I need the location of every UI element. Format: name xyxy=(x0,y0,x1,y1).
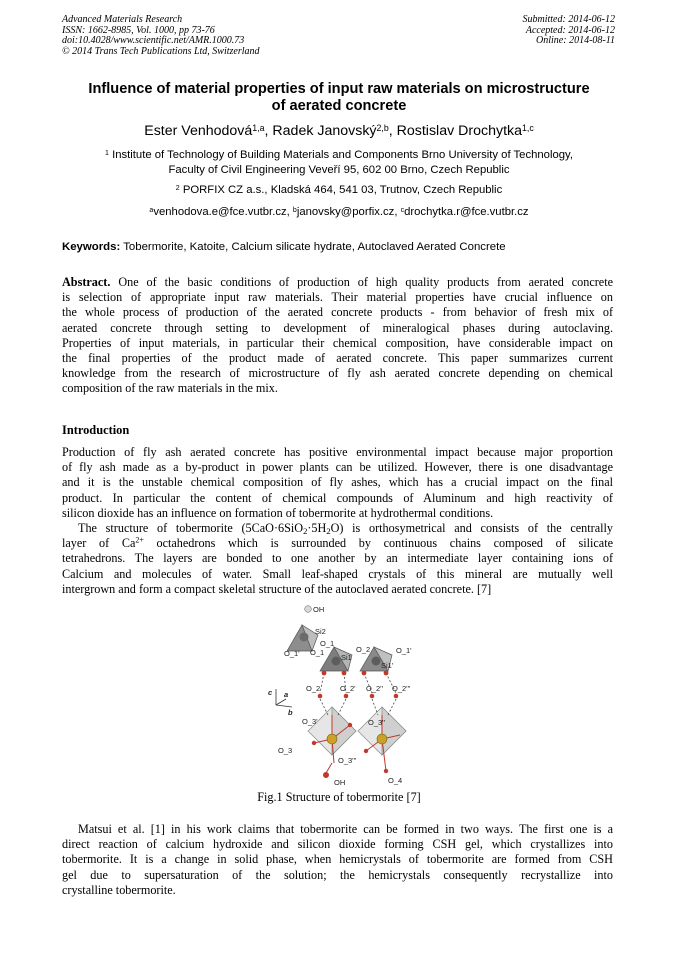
oxygen-atom xyxy=(364,749,368,753)
paragraph-line: Production of fly ash aerated concrete has positive environmental impact because major proportion xyxy=(62,445,613,459)
label-o2ppp: O_2''' xyxy=(392,684,411,693)
paragraph-line: and it is the unstable chemical composition of fly ashes, which has a crucial impact on the final xyxy=(62,475,613,490)
oxygen-atom xyxy=(344,694,349,699)
label-o4: O_4 xyxy=(388,776,403,785)
oxygen-atom xyxy=(342,671,347,676)
email-mark: a xyxy=(149,206,154,214)
paragraph-line: tobermorite. It is a change in solid phase, when hemicrystals of tobermorite are formed from CSH xyxy=(62,852,613,867)
title-line: Influence of material properties of input raw materials on microstructure xyxy=(88,81,590,97)
oxygen-atom xyxy=(384,769,388,773)
matsui-paragraph xyxy=(62,822,613,898)
label-o11c: O_1' xyxy=(396,646,412,655)
journal-issn: ISSN: 1662-8985, Vol. 1000, pp 73-76 xyxy=(62,24,215,36)
affil-mark: 2 xyxy=(175,184,180,192)
author-name: Rostislav Drochytka xyxy=(396,123,523,139)
affiliation-2 xyxy=(62,183,616,198)
si1p-atom xyxy=(372,657,381,666)
keywords-text: Tobermorite, Katoite, Calcium silicate hydrate, Autoclaved Aerated Concrete xyxy=(123,241,506,253)
oxygen-atom xyxy=(370,694,375,699)
oxygen-atom xyxy=(312,741,316,745)
label-o3: O_3 xyxy=(278,746,293,755)
email-link[interactable]: drochytka.r@fce.vutbr.cz xyxy=(404,206,529,218)
abstract-line: composition of the raw materials in the mix. xyxy=(62,381,278,396)
oxygen-atom xyxy=(362,671,367,676)
label-o1: O_1 xyxy=(320,639,335,648)
si2-atom xyxy=(300,633,309,642)
abstract-line: the final properties of the product made of aerated concrete. This paper summarizes current xyxy=(62,350,613,365)
paper-title xyxy=(62,81,616,115)
paragraph-line: product. In particular the content of chemical compounds of Aluminum and high reactivity of xyxy=(62,490,613,505)
abstract-label: Abstract. xyxy=(62,275,111,289)
calcium-atom xyxy=(327,734,337,744)
label-si1p: Si1' xyxy=(381,661,394,670)
paragraph-line: crystalline tobermorite. xyxy=(62,882,176,897)
label-o2: O_2 xyxy=(356,645,371,654)
paragraph-line: The structure of tobermorite $(5CaO\cdot 6SiO_2\cdot 5H_2O)$ is orthosymetrical and consists of the centrally xyxy=(78,520,613,537)
paragraph-line: layer of $Ca^{2+}$ octahedrons which is surrounded by continuous chains composed of silicate xyxy=(62,535,613,551)
abstract-line: the whole process of production of the aerated concrete products - from behavior of fresh mix of xyxy=(62,305,613,320)
label-si2: Si2 xyxy=(315,627,326,636)
journal-info xyxy=(62,15,260,57)
introduction-body xyxy=(62,445,613,597)
abstract-line: aerated concrete through setting to development of mineralogical phases during autoclaving. xyxy=(62,320,613,335)
paragraph-line: Calcium and molecules of water. Small leaf-shaped crystals of this mineral are mutually well xyxy=(62,566,613,581)
author-name: Radek Janovský xyxy=(272,123,377,139)
paragraph-line: tetrahedrons. The layers are bonded to one another by an intermediate layer containing ions of xyxy=(62,551,613,566)
journal-doi: doi:10.4028/www.scientific.net/AMR.1000.73 xyxy=(62,35,245,47)
abstract-line: One of the basic conditions of production of high quality products from aerated concrete xyxy=(118,275,613,289)
author-separator: , xyxy=(264,123,273,139)
oh-atom xyxy=(323,772,329,778)
abstract-line: is selection of appropriate input raw materials. Their material properties have crucial influence on xyxy=(62,290,613,305)
submitted-date: Submitted: 2014-06-12 xyxy=(522,14,615,25)
accepted-date: Accepted: 2014-06-12 xyxy=(525,24,615,36)
paragraph-line: Matsui et al. [1] in his work claims that tobermorite can be formed in two ways. The first one is a xyxy=(78,822,613,836)
abstract-line: Properties of input materials, in particular their chemical composition, have considerable impact on xyxy=(62,335,613,350)
affil-mark: 1 xyxy=(105,149,109,157)
email-list: $^a$venhodova.e@fce.vutbr.cz, $^b$janovsky@porfix.cz, $^c$drochytka.r@fce.vutbr.cz xyxy=(149,206,529,218)
paragraph-line: gel due to supersaturation of the solution; the hemicrystals consequently recrystallize into xyxy=(62,867,613,882)
submission-dates xyxy=(523,15,616,47)
journal-copyright: © 2014 Trans Tech Publications Ltd, Switzerland xyxy=(62,45,260,57)
paragraph-line: of fly ash made as a by-product in power plants can be utilized. However, there is one disadvantage xyxy=(62,460,613,475)
label-o33: O_3' xyxy=(302,717,318,726)
author-name: Ester Venhodová xyxy=(144,123,253,139)
figure-caption: Fig.1 Structure of tobermorite [7] xyxy=(257,790,421,804)
email-mark: b xyxy=(292,206,297,214)
oxygen-atom xyxy=(384,671,389,676)
affil-text: Faculty of Civil Engineering Veveří 95, 602 00 Brno, Czech Republic xyxy=(168,164,510,177)
keywords xyxy=(62,240,622,255)
tobermorite-structure-diagram xyxy=(262,603,428,789)
oxygen-atom xyxy=(348,723,352,727)
ca-octahedron-left-face xyxy=(332,707,356,755)
author-separator: , xyxy=(388,123,397,139)
paragraph-line: intergrown and form a compact skeletal structure of the autoclaved aerated concrete. [7] xyxy=(62,581,492,596)
title-line: of aerated concrete xyxy=(271,98,407,114)
oxygen-atom xyxy=(394,694,399,699)
email-link[interactable]: janovsky@porfix.cz xyxy=(296,206,395,218)
label-o22: O_2 xyxy=(306,684,321,693)
si1-atom xyxy=(332,657,341,666)
label-oh-bottom: OH xyxy=(334,778,346,787)
section-heading-introduction: Introduction xyxy=(62,423,130,437)
label-o11: O_1' xyxy=(284,649,300,658)
journal-name: Advanced Materials Research xyxy=(62,14,183,25)
axis-label-c: c xyxy=(268,688,273,697)
oxygen-atom xyxy=(322,671,327,676)
affil-text: PORFIX CZ a.s., Kladská 464, 541 03, Trutnov, Czech Republic xyxy=(182,184,503,196)
label-si1: Si1 xyxy=(341,653,352,662)
paragraph-line: silicon dioxide has an influence on formation of tobermorite at hydrothermal conditions. xyxy=(62,505,494,520)
label-o22p: O_2' xyxy=(340,684,356,693)
online-date: Online: 2014-08-11 xyxy=(536,35,615,47)
tobermorite-structure-figure xyxy=(262,603,428,789)
abstract xyxy=(62,275,613,397)
paragraph-line: direct reaction of calcium hydroxide and silicon dioxide forming CSH gel, which crystallizes into xyxy=(62,837,613,852)
label-o3ppp: O_3''' xyxy=(338,756,357,765)
abstract-line: knowledge from the research of microstructure of fly ash aerated concrete depending on chemical xyxy=(62,366,613,381)
author-affil-mark: 1,a xyxy=(252,123,265,134)
oxygen-atom xyxy=(318,694,323,699)
axis-label-a: a xyxy=(284,690,289,699)
author-affil-mark: 2,b xyxy=(376,123,389,134)
keywords-label: Keywords: xyxy=(62,241,121,253)
label-o3pp: O_3'' xyxy=(368,718,386,727)
label-oh: OH xyxy=(313,605,325,614)
label-o1b: O_1 xyxy=(310,648,325,657)
author-affil-mark: 1,c xyxy=(522,123,534,134)
affiliation-1 xyxy=(62,148,616,179)
ca-octahedron-right-face xyxy=(382,707,406,755)
oh-atom xyxy=(305,606,312,613)
label-o2pp: O_2'' xyxy=(366,684,384,693)
calcium-atom xyxy=(377,734,387,744)
email-mark: c xyxy=(400,206,405,214)
email-link[interactable]: venhodova.e@fce.vutbr.cz xyxy=(153,206,287,218)
axis-label-b: b xyxy=(288,708,293,717)
affil-text: Institute of Technology of Building Materials and Components Brno University of Technology, xyxy=(112,149,573,161)
author-list xyxy=(62,122,616,140)
